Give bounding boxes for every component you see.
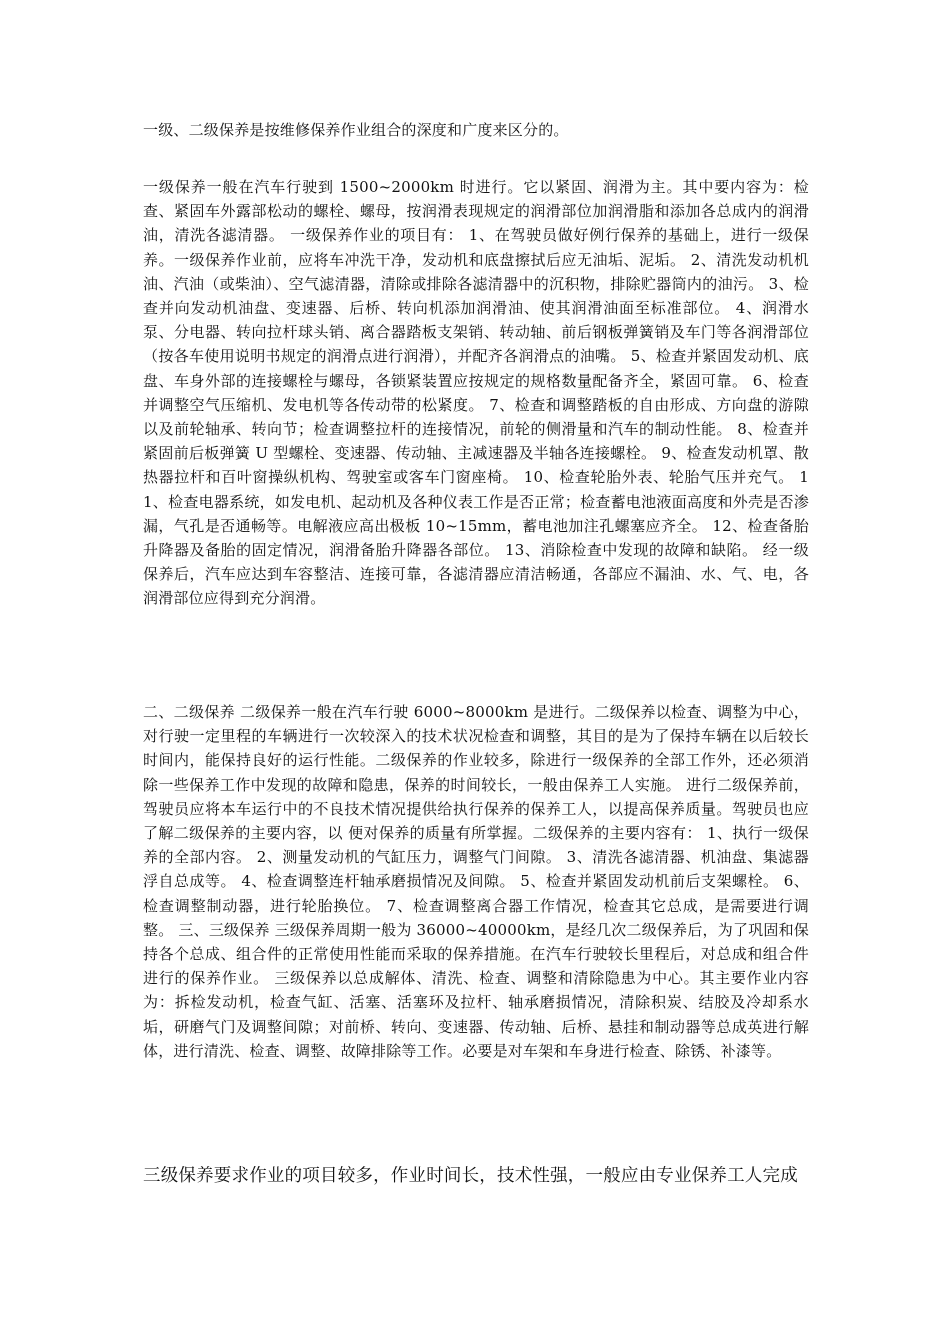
intro-paragraph: 一级、二级保养是按维修保养作业组合的深度和广度来区分的。 — [143, 121, 569, 139]
first-level-maintenance-paragraph: 一级保养一般在汽车行驶到 1500~2000km 时进行。它以紧固、润滑为主。其中要内容为：检查、紧固车外露部松动的螺栓、螺母，按润滑表现规定的润滑部位加润滑脂和添加各总成内的润滑油，清洗各滤清器。 一级保养作业的项目有： 1、在驾驶员做好例行保养的基础上，进行一级保养。一级保养作业前，应将车冲洗干净，发动机和底盘擦拭后应无油垢、泥垢。 2、清洗发动机机油、汽油（或柴油）、空气滤清器，清除或排除各滤清器中的沉积物，排除贮器筒内的油污。 3、检查并向发动机油盘、变速器、后桥、转向机添加润滑油、使其润滑油面至标准部位。 4、润滑水泵、分电器、转向拉杆球头销、离合器踏板支架销、转动轴、前后钢板弹簧销及车门等各润滑部位（按各车使用说明书规定的润滑点进行润滑），并配齐各润滑点的油嘴。 5、检查并紧固发动机、底盘、车身外部的连接螺栓与螺母，各锁紧装置应按规定的规格数量配备齐全，紧固可靠。 6、检查并调整空气压缩机、发电机等各传动带的松紧度。 7、检查和调整踏板的自由形成、方向盘的游隙以及前轮轴承、转向节；检查调整拉杆的连接情况，前轮的侧滑量和汽车的制动性能。 8、检查并紧固前后板弹簧 U 型螺栓、变速器、传动轴、主减速器及半轴各连接螺栓。 9、检查发动机罩、散热器拉杆和百叶窗操纵机构、驾驶室或客车门窗座椅。 10、检查轮胎外表、轮胎气压并充气。 11、检查电器系统，如发电机、起动机及各种仪表工作是否正常；检查蓄电池液面高度和外壳是否渗漏，气孔是否通畅等。电解液应高出极板 10~15mm，蓄电池加注孔螺塞应齐全。 12、检查备胎升降器及备胎的固定情况，润滑备胎升降器各部位。 13、消除检查中发现的故障和缺陷。 经一级保养后，汽车应达到车容整洁、连接可靠，各滤清器应清洁畅通，各部应不漏油、水、气、电，各润滑部位应得到充分润滑。 — [143, 178, 809, 608]
second-third-level-maintenance-paragraph: 二、二级保养 二级保养一般在汽车行驶 6000~8000km 是进行。二级保养以检查、调整为中心，对行驶一定里程的车辆进行一次较深入的技术状况检查和调整，其目的是为了保持车辆在以后较长时间内，能保持良好的运行性能。二级保养的作业较多，除进行一级保养的全部工作外，还必须消除一些保养工作中发现的故障和隐患，保养的时间较长，一般由保养工人实施。 进行二级保养前，驾驶员应将本车运行中的不良技术情况提供给执行保养的保养工人，以提高保养质量。驾驶员也应了解二级保养的主要内容，以 便对保养的质量有所掌握。二级保养的主要内容有： 1、执行一级保养的全部内容。 2、测量发动机的气缸压力，调整气门间隙。 3、清洗各滤清器、机油盘、集滤器浮自总成等。 4、检查调整连杆轴承磨损情况及间隙。 5、检查并紧固发动机前后支架螺栓。 6、检查调整制动器，进行轮胎换位。 7、检查调整离合器工作情况，检查其它总成，是需要进行调整。 三、三级保养 三级保养周期一般为 36000~40000km，是经几次二级保养后，为了巩固和保持各个总成、组合件的正常使用性能而采取的保养措施。在汽车行驶较长里程后，对总成和组合件进行的保养作业。 三级保养以总成解体、清洗、检查、调整和清除隐患为中心。其主要作业内容为：拆检发动机，检查气缸、活塞、活塞环及拉杆、轴承磨损情况，清除积炭、结胶及冷却系水垢，研磨气门及调整间隙；对前桥、转向、变速器、传动轴、后桥、悬挂和制动器等总成英进行解体，进行清洗、检查、调整、故障排除等工作。必要是对车架和车身进行检查、除锈、补漆等。 — [143, 703, 809, 1060]
closing-paragraph: 三级保养要求作业的项目较多，作业时间长，技术性强，一般应由专业保养工人完成 — [143, 1166, 798, 1186]
